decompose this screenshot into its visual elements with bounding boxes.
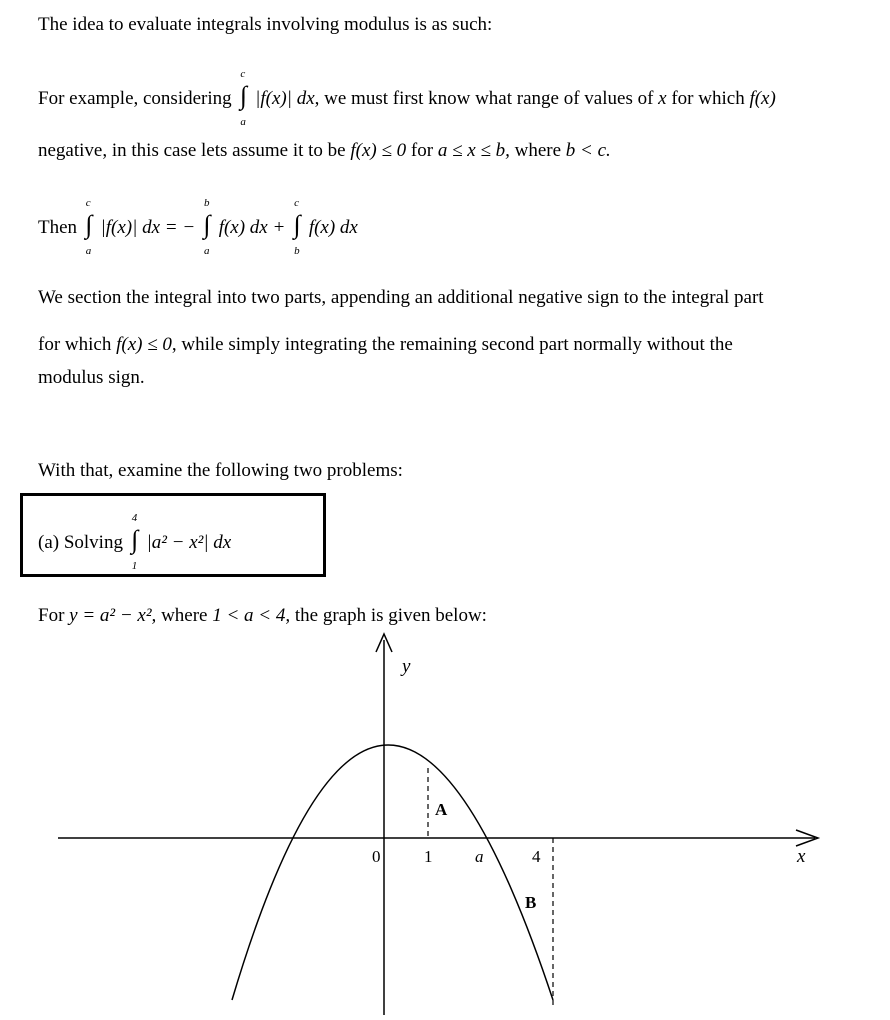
example-var: x (658, 88, 667, 109)
integral-lower: a (240, 116, 246, 128)
section-line2-cond: f(x) ≤ 0 (116, 334, 172, 355)
then-i1-upper: c (85, 197, 91, 209)
then-i3-lower: b (294, 245, 300, 257)
example-integrand: |f(x)| dx (255, 88, 315, 109)
then-integral-3: c ∫ b (290, 213, 304, 240)
then-lead: Then (38, 217, 78, 238)
integral-sign: c ∫ a (236, 84, 250, 111)
problem-a-body: |a² − x²| dx (146, 532, 232, 553)
negative-range: a ≤ x ≤ b, (437, 140, 510, 161)
then-i3-upper: c (294, 197, 299, 209)
problem-a-lower: 1 (131, 560, 138, 572)
section-line2-lead: for which (38, 334, 112, 355)
section-line2-rest: , while simply integrating the remaining second part normally without the (171, 334, 733, 355)
region-label-a: A (435, 800, 448, 819)
then-i2-upper: b (203, 197, 210, 209)
example-fx: f(x) (749, 88, 776, 109)
intro-text: The idea to evaluate integrals involving modulus is as such: (38, 14, 493, 35)
graph-intro-where: where (161, 605, 208, 626)
then-i1-lower: a (85, 245, 92, 257)
negative-cond: f(x) ≤ 0 (350, 140, 407, 161)
tick-label-4: 4 (532, 847, 541, 866)
negative-where: where (514, 140, 562, 161)
region-label-b: B (525, 893, 537, 912)
y-axis-label: y (402, 656, 411, 677)
graph-intro-cond: 1 < a < 4, (212, 605, 291, 626)
section-line-3: modulus sign. (38, 367, 145, 388)
origin-label: 0 (372, 847, 381, 866)
graph-intro-rest: the graph is given below: (294, 605, 487, 626)
section-line-1: We section the integral into two parts, appending an additional negative sign to the integral part (38, 287, 764, 308)
then-i3-body: f(x) dx (308, 217, 358, 238)
problem-a-integral: 4 ∫ 1 (128, 528, 142, 555)
graph-intro-eq: y = a² − x², (69, 605, 157, 626)
then-i2-lower: a (203, 245, 210, 257)
graph-intro-lead: For (38, 605, 65, 626)
integral-upper: c (240, 68, 246, 80)
tick-label-a: a (475, 847, 484, 866)
then-integral-2: b ∫ a (200, 213, 214, 240)
negative-lead: negative, in this case lets assume it to be (38, 140, 346, 161)
problem-a-lead: (a) Solving (38, 532, 123, 553)
problem-a-upper: 4 (131, 512, 138, 524)
then-integral-1: c ∫ a (82, 213, 96, 240)
then-i2-body: f(x) dx + (218, 217, 286, 238)
negative-for: for (410, 140, 434, 161)
parabola-curve (232, 745, 553, 1000)
example-mid: , we must first know what range of values of (314, 88, 654, 109)
then-i1-body: |f(x)| dx = − (100, 217, 196, 238)
example-lead: For example, considering (38, 88, 232, 109)
tick-label-1: 1 (424, 847, 433, 866)
negative-bc: b < c. (565, 140, 611, 161)
example-mid2: for which (671, 88, 745, 109)
examine-text: With that, examine the following two problems: (38, 460, 403, 481)
x-axis-label: x (797, 846, 806, 867)
